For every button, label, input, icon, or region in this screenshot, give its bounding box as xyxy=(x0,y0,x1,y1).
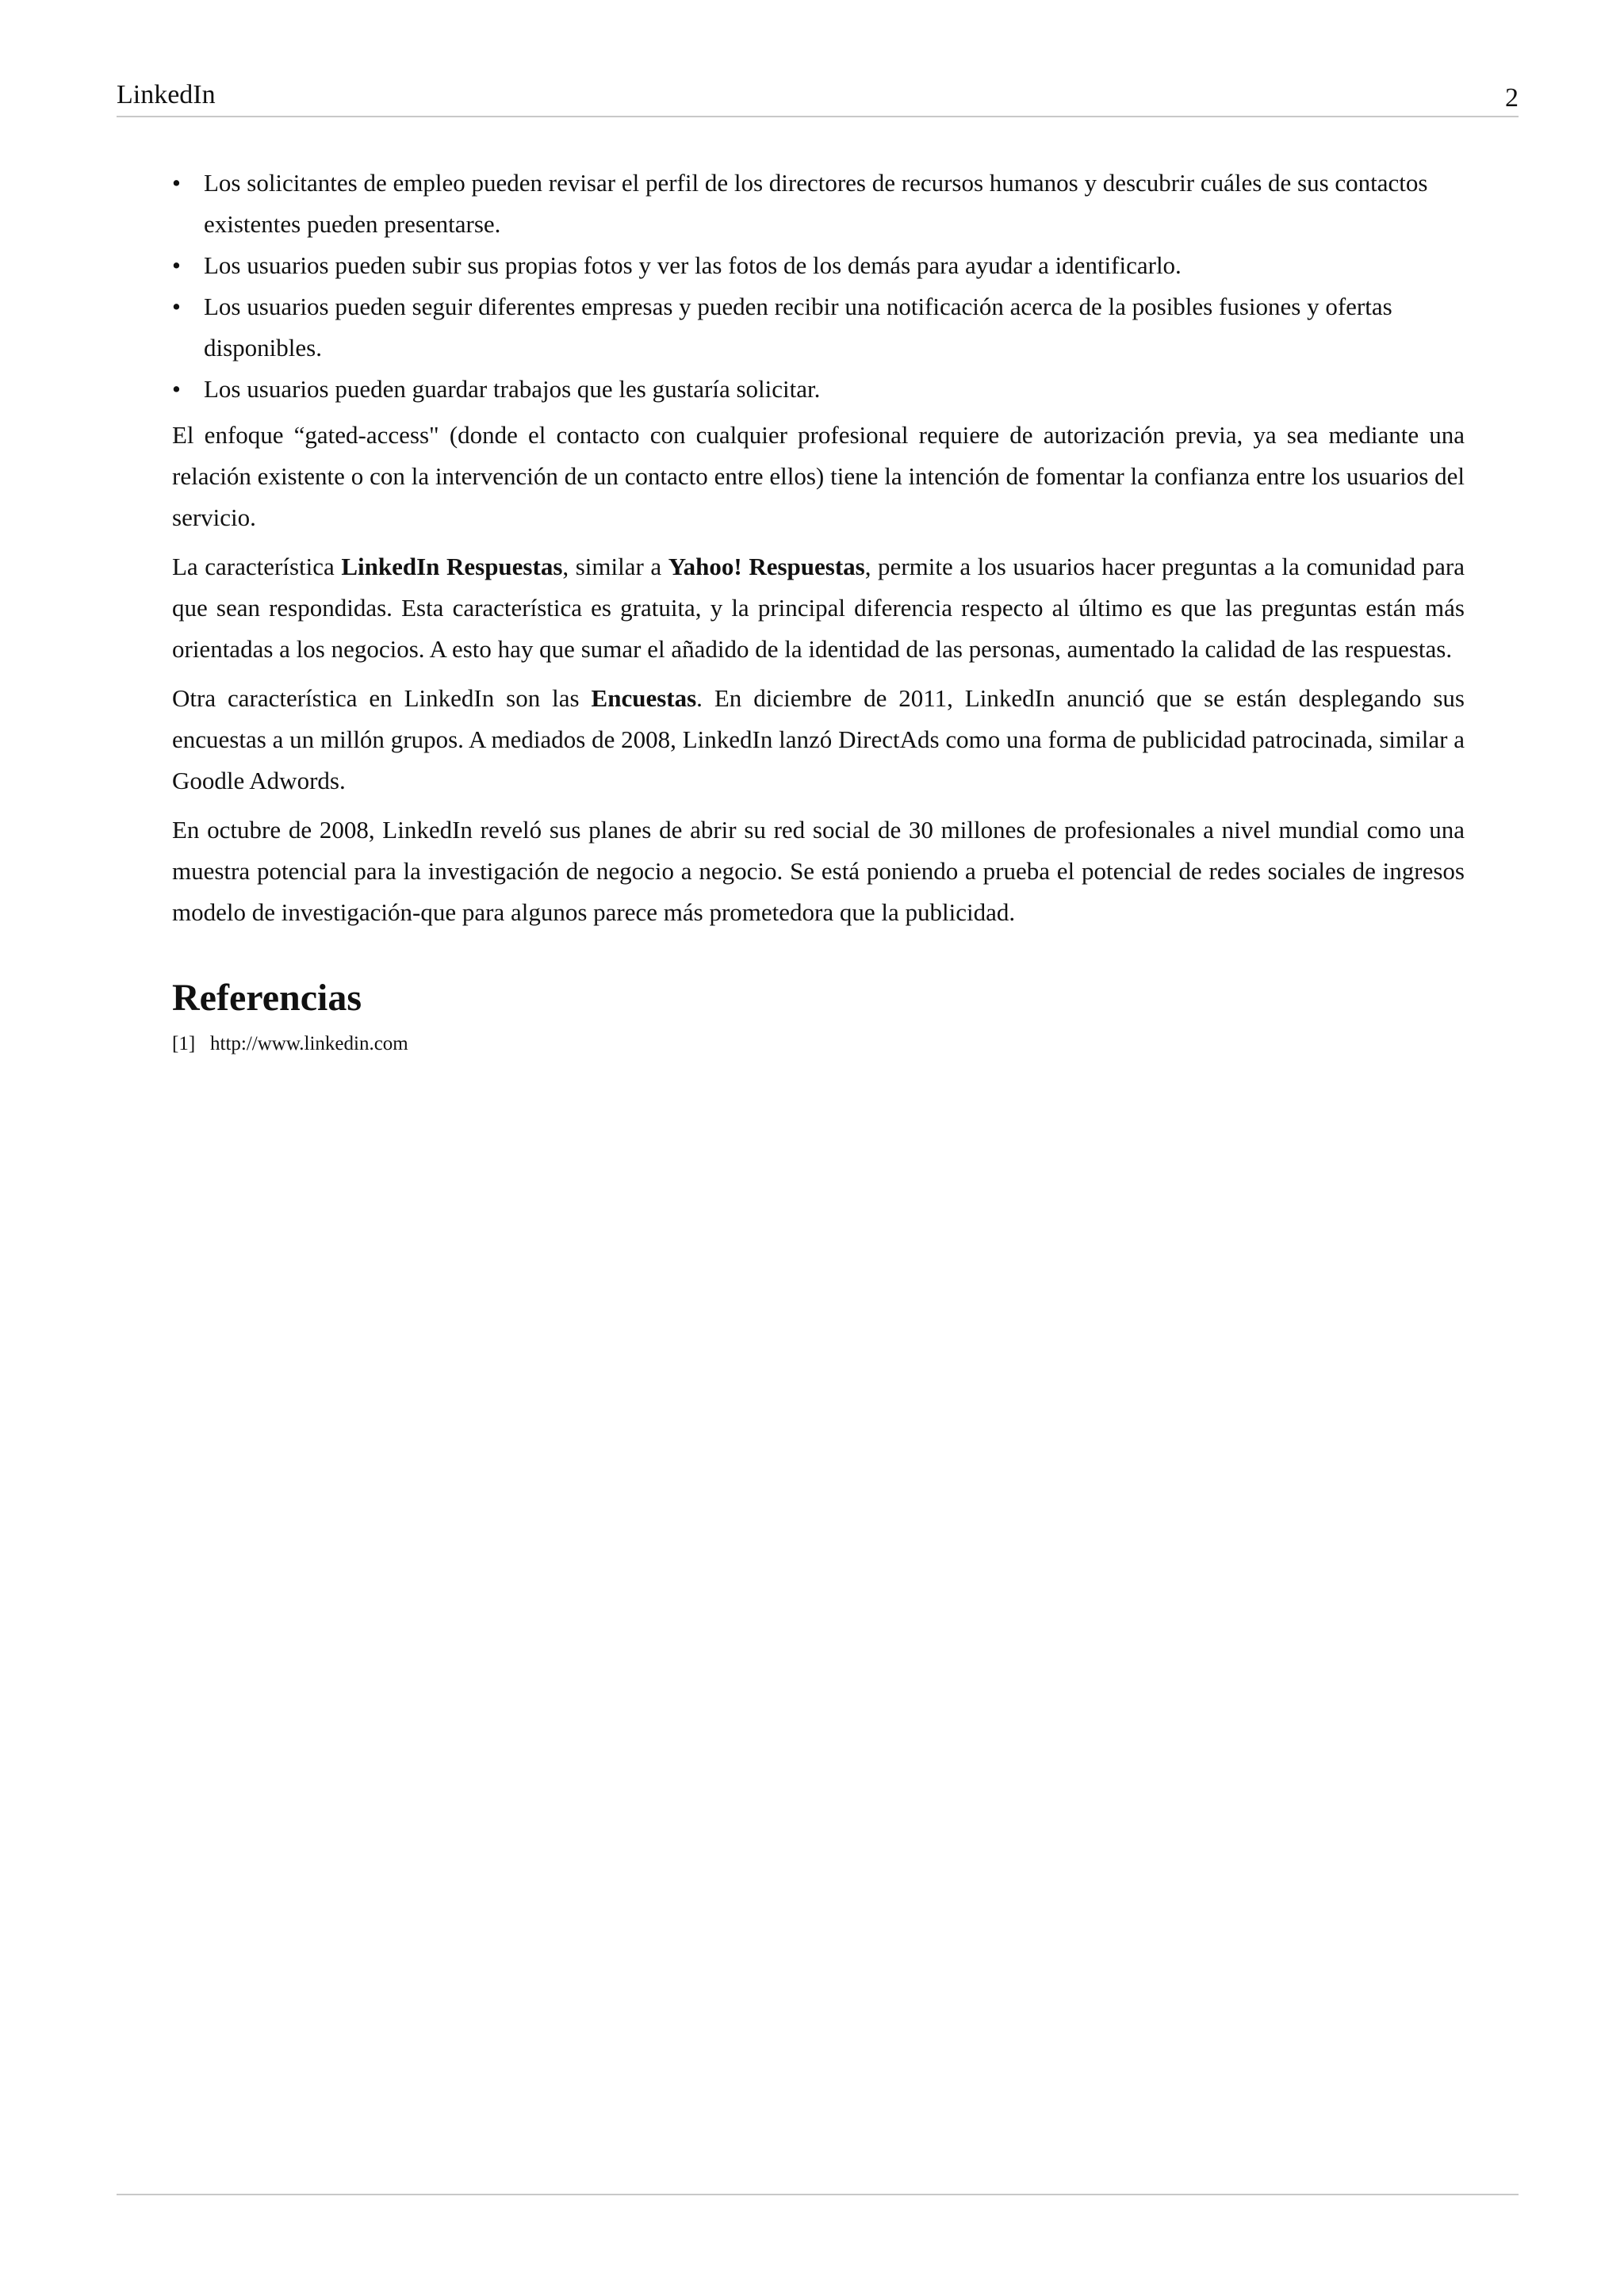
header-title: LinkedIn xyxy=(117,80,216,109)
footer-rule xyxy=(117,2194,1519,2195)
bullet-icon: • xyxy=(172,375,181,403)
paragraph-respuestas xyxy=(172,546,1465,670)
paragraph-octubre-2008: En octubre de 2008, LinkedIn reveló sus planes de abrir su red social de 30 millones de profesionales a nivel mundial como una muestra potencial para la investigación de negocio a negocio. Se está poniendo a prueba el potencial de redes sociales de ingresos modelo de investigación-que para algunos parece más prometedora que la publicidad. xyxy=(172,816,1465,926)
reference-item xyxy=(172,1028,1465,1060)
text-run: , permite a los usuarios hacer preguntas a la comunidad para que sean respondidas. Esta característica es gratuita, y la principal diferencia respecto al último es que las preguntas están más orientadas a los negocios. A esto hay que sumar el añadido de la identidad de las personas, aumentado la calidad de las respuestas. xyxy=(172,553,1465,663)
list-item xyxy=(172,245,1465,286)
reference-number: [1] xyxy=(172,1033,196,1054)
list-item-text: Los usuarios pueden guardar trabajos que les gustaría solicitar. xyxy=(204,375,821,403)
page-content xyxy=(172,163,1465,1060)
page-number: 2 xyxy=(1505,83,1519,113)
feature-list xyxy=(172,163,1465,410)
text-run: La característica xyxy=(172,553,342,580)
bold-term-linkedin-respuestas: LinkedIn Respuestas xyxy=(341,553,563,580)
paragraph-gated-access: El enfoque “gated-access" (donde el contacto con cualquier profesional requiere de autorización previa, ya sea mediante una relación existente o con la intervención de un contacto entre ellos) tiene la intención de fomentar la confianza entre los usuarios del servicio. xyxy=(172,421,1465,531)
bullet-icon: • xyxy=(172,169,181,197)
list-item xyxy=(172,369,1465,410)
list-item xyxy=(172,286,1465,369)
text-run: . En diciembre de 2011, LinkedIn anunció que se están desplegando sus encuestas a un millón grupos. A mediados de 2008, LinkedIn lanzó DirectAds como una forma de publicidad patrocinada, similar a Goodle Adwords. xyxy=(172,684,1465,794)
section-heading-referencias: Referencias xyxy=(172,977,362,1019)
bold-term-yahoo-respuestas: Yahoo! Respuestas xyxy=(668,553,865,580)
text-run: , similar a xyxy=(562,553,668,580)
list-item xyxy=(172,163,1465,245)
reference-list xyxy=(172,1028,1465,1060)
bold-term-encuestas: Encuestas xyxy=(591,684,697,712)
list-item-text: Los usuarios pueden seguir diferentes empresas y pueden recibir una notificación acerca de la posibles fusiones y ofertas disponibles. xyxy=(204,293,1392,362)
bullet-icon: • xyxy=(172,251,181,279)
text-run: Otra característica en LinkedIn son las xyxy=(172,684,592,712)
paragraph-encuestas xyxy=(172,678,1465,802)
reference-link[interactable]: http://www.linkedin.com xyxy=(210,1033,408,1054)
page-header xyxy=(117,76,1519,117)
list-item-text: Los usuarios pueden subir sus propias fotos y ver las fotos de los demás para ayudar a identificarlo. xyxy=(204,251,1182,279)
list-item-text: Los solicitantes de empleo pueden revisar el perfil de los directores de recursos humanos y descubrir cuáles de sus contactos existentes pueden presentarse. xyxy=(204,169,1428,238)
bullet-icon: • xyxy=(172,293,181,320)
